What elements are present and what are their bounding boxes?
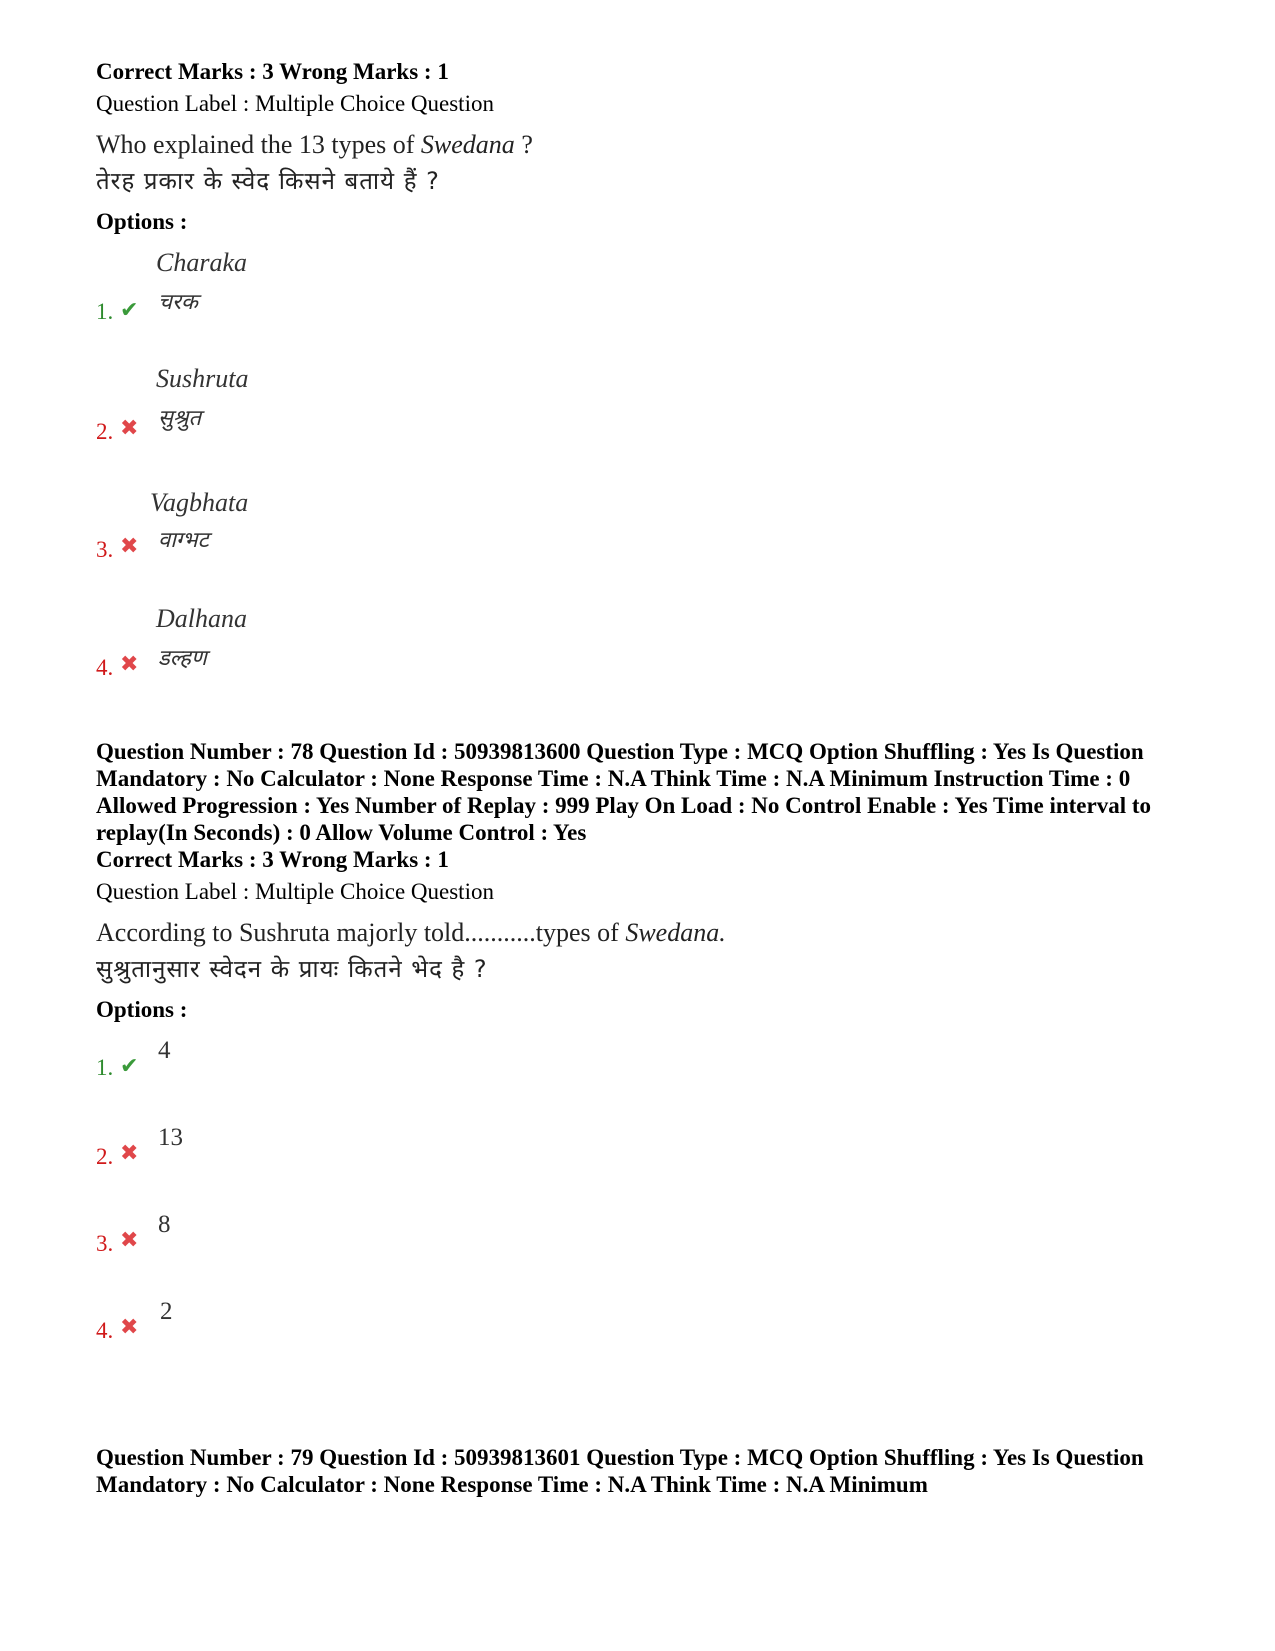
question-label: Question Label : Multiple Choice Question	[96, 91, 494, 116]
question-block-78	[96, 738, 1186, 1388]
document-page	[96, 58, 1186, 1498]
option-item: 13 2. ✖	[96, 1124, 183, 1169]
cross-icon: ✖	[120, 1227, 139, 1252]
cross-icon: ✖	[120, 1140, 139, 1165]
question-text-hindi: सुश्रुतानुसार स्वेदन के प्रायः कितने भेद है ?	[96, 955, 488, 983]
question-text-english: Who explained the 13 types of Swedana ?	[96, 130, 533, 159]
marks-line: Correct Marks : 3 Wrong Marks : 1	[96, 59, 449, 84]
option-item: Vagbhata वाग्भट 3. ✖	[96, 488, 249, 562]
question-label: Question Label : Multiple Choice Question	[96, 879, 494, 904]
cross-icon: ✖	[120, 1314, 139, 1339]
question-meta: Question Number : 78 Question Id : 50939813600 Question Type : MCQ Option Shuffling : Yes Is Question Mandatory : No Calculator : None Response Time : N.A Think Time : N.A Minimum Instruction Time : 0 Allowed Progression : Yes Number of Replay : 999 Play On Load : No Control Enable : Yes Time interval to replay(In Seconds) : 0 Allow Volume Control : Yes	[96, 739, 1152, 845]
cross-icon: ✖	[120, 415, 139, 440]
question-meta: Question Number : 79 Question Id : 50939813601 Question Type : MCQ Option Shuffling : Yes Is Question Mandatory : No Calculator : None Response Time : N.A Think Time : N.A Minimum	[96, 1445, 1144, 1497]
check-icon: ✔	[120, 1053, 139, 1078]
option-item: 4 1. ✔	[96, 1037, 171, 1080]
option-item: Sushruta सुश्रुत 2. ✖	[96, 364, 249, 444]
options-header: Options :	[96, 997, 188, 1022]
question-text-english: According to Sushruta majorly told...........types of Swedana.	[96, 918, 726, 947]
marks-line: Correct Marks : 3 Wrong Marks : 1	[96, 847, 449, 872]
cross-icon: ✖	[120, 533, 139, 558]
check-icon: ✔	[120, 297, 139, 322]
option-item: Charaka चरक 1. ✔	[96, 248, 247, 324]
option-item: 8 3. ✖	[96, 1211, 171, 1256]
cross-icon: ✖	[120, 651, 139, 676]
options-header: Options :	[96, 209, 188, 234]
option-item: 2 4. ✖	[96, 1298, 173, 1343]
option-item: Dalhana डल्हण 4. ✖	[96, 604, 247, 680]
question-block-77	[96, 58, 1186, 690]
question-block-79	[96, 1444, 1186, 1498]
question-text-hindi: तेरह प्रकार के स्वेद किसने बताये हैं ?	[96, 167, 440, 195]
